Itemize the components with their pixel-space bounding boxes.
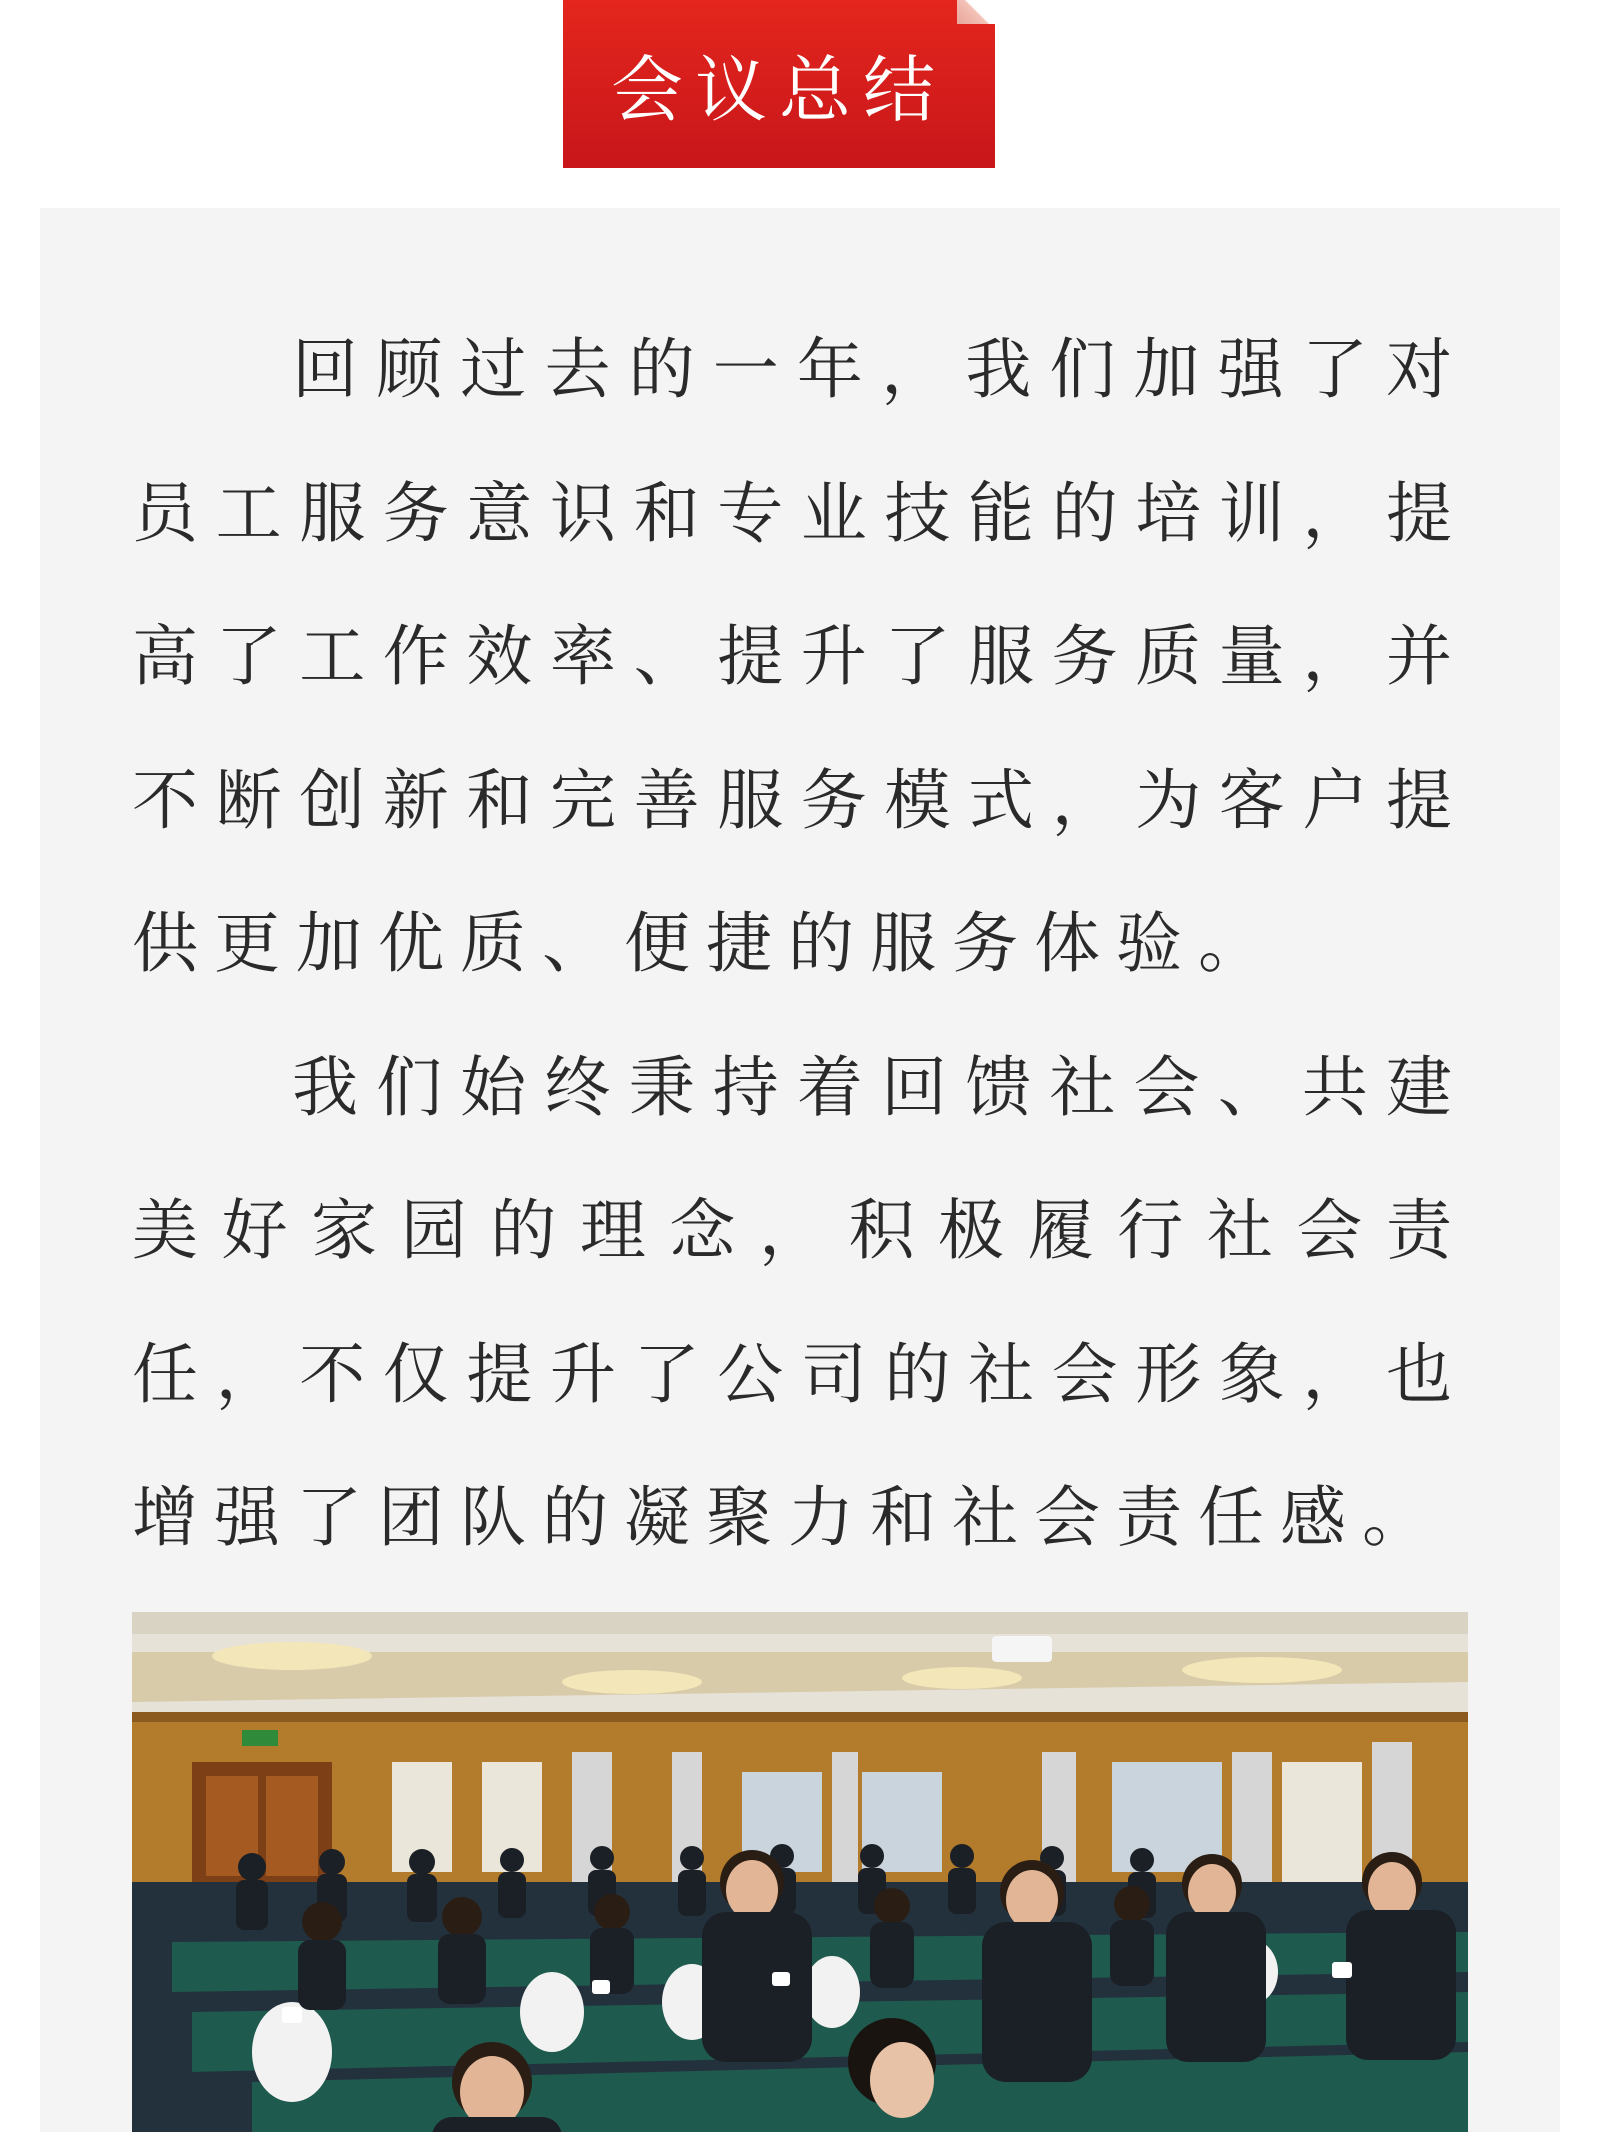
paragraph-1: 回顾过去的一年，我们加强了对员工服务意识和专业技能的培训，提高了工作效率、提升了服务质量，并不断创新和完善服务模式，为客户提供更加优质、便捷的服务体验。 — [132, 331, 1468, 982]
paragraph-2: 我们始终秉持着回馈社会、共建美好家园的理念，积极履行社会责任，不仅提升了公司的社会形象，也增强了团队的凝聚力和社会责任感。 — [132, 1048, 1468, 1556]
conference-photo — [132, 1612, 1468, 2132]
section-header-banner — [563, 0, 995, 168]
folded-corner-decoration — [957, 0, 997, 24]
section-title: 会议总结 — [610, 48, 947, 132]
content-card — [40, 208, 1560, 2132]
article-body — [132, 298, 1468, 1590]
